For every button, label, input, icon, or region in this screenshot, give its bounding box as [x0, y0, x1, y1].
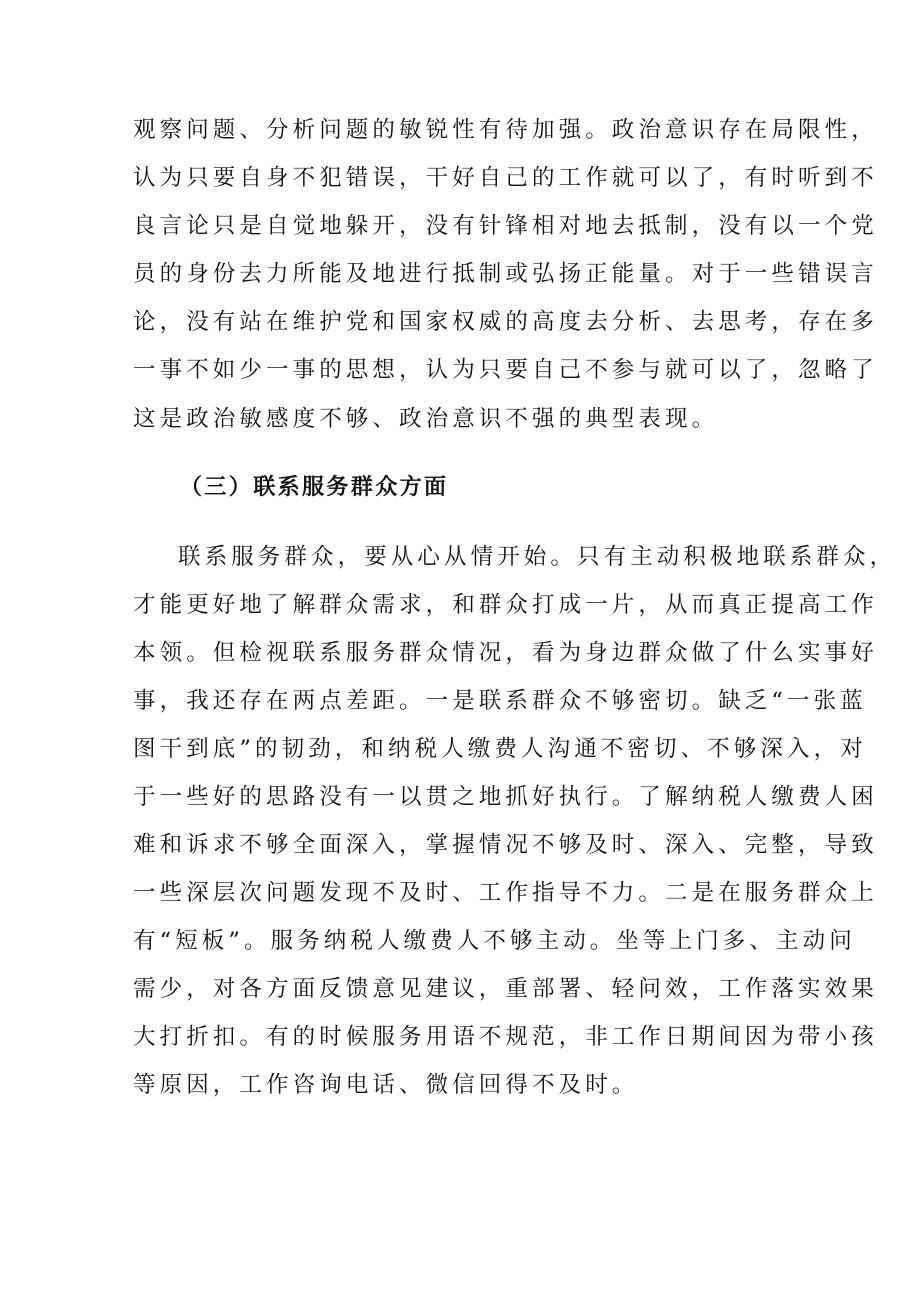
- paragraph-2-line: 事，我还存在两点差距。一是联系群众不够密切。缺乏“一张蓝: [133, 688, 867, 714]
- paragraph-1-line: 认为只要自身不犯错误，干好自己的工作就可以了，有时听到不: [133, 165, 878, 191]
- paragraph-2-line: 才能更好地了解群众需求，和群众打成一片，从而真正提高工作: [133, 592, 878, 618]
- paragraph-1-line: 这是政治敏感度不够、政治意识不强的典型表现。: [133, 406, 719, 432]
- paragraph-2-line: 大打折扣。有的时候服务用语不规范，非工作日期间因为带小孩: [133, 1024, 878, 1050]
- paragraph-2-line: 一些深层次问题发现不及时、工作指导不力。二是在服务群众上: [133, 880, 878, 906]
- section-heading: （三）联系服务群众方面: [180, 475, 449, 500]
- paragraph-1-line: 员的身份去力所能及地进行抵制或弘扬正能量。对于一些错误言: [133, 261, 878, 287]
- paragraph-2-line: 于一些好的思路没有一以贯之地抓好执行。了解纳税人缴费人困: [133, 784, 878, 810]
- paragraph-2-line: 等原因，工作咨询电话、微信回得不及时。: [133, 1072, 639, 1098]
- paragraph-2-line: 需少，对各方面反馈意见建议，重部署、轻问效，工作落实效果: [133, 976, 878, 1002]
- paragraph-2-line: 有“短板”。服务纳税人缴费人不够主动。坐等上门多、主动问: [133, 928, 856, 954]
- paragraph-1-line: 良言论只是自觉地躲开，没有针锋相对地去抵制，没有以一个党: [133, 213, 878, 239]
- paragraph-1-line: 论，没有站在维护党和国家权威的高度去分析、去思考，存在多: [133, 309, 878, 335]
- paragraph-2-line: 联系服务群众，要从心从情开始。只有主动积极地联系群众，: [178, 544, 897, 570]
- paragraph-2-line: 图干到底”的韧劲，和纳税人缴费人沟通不密切、不够深入，对: [133, 736, 867, 762]
- paragraph-1-line: 一事不如少一事的思想，认为只要自己不参与就可以了，忽略了: [133, 357, 878, 383]
- paragraph-2-line: 本领。但检视联系服务群众情况，看为身边群众做了什么实事好: [133, 640, 878, 666]
- paragraph-1-line: 观察问题、分析问题的敏锐性有待加强。政治意识存在局限性，: [133, 117, 878, 143]
- paragraph-2-line: 难和诉求不够全面深入，掌握情况不够及时、深入、完整，导致: [133, 832, 878, 858]
